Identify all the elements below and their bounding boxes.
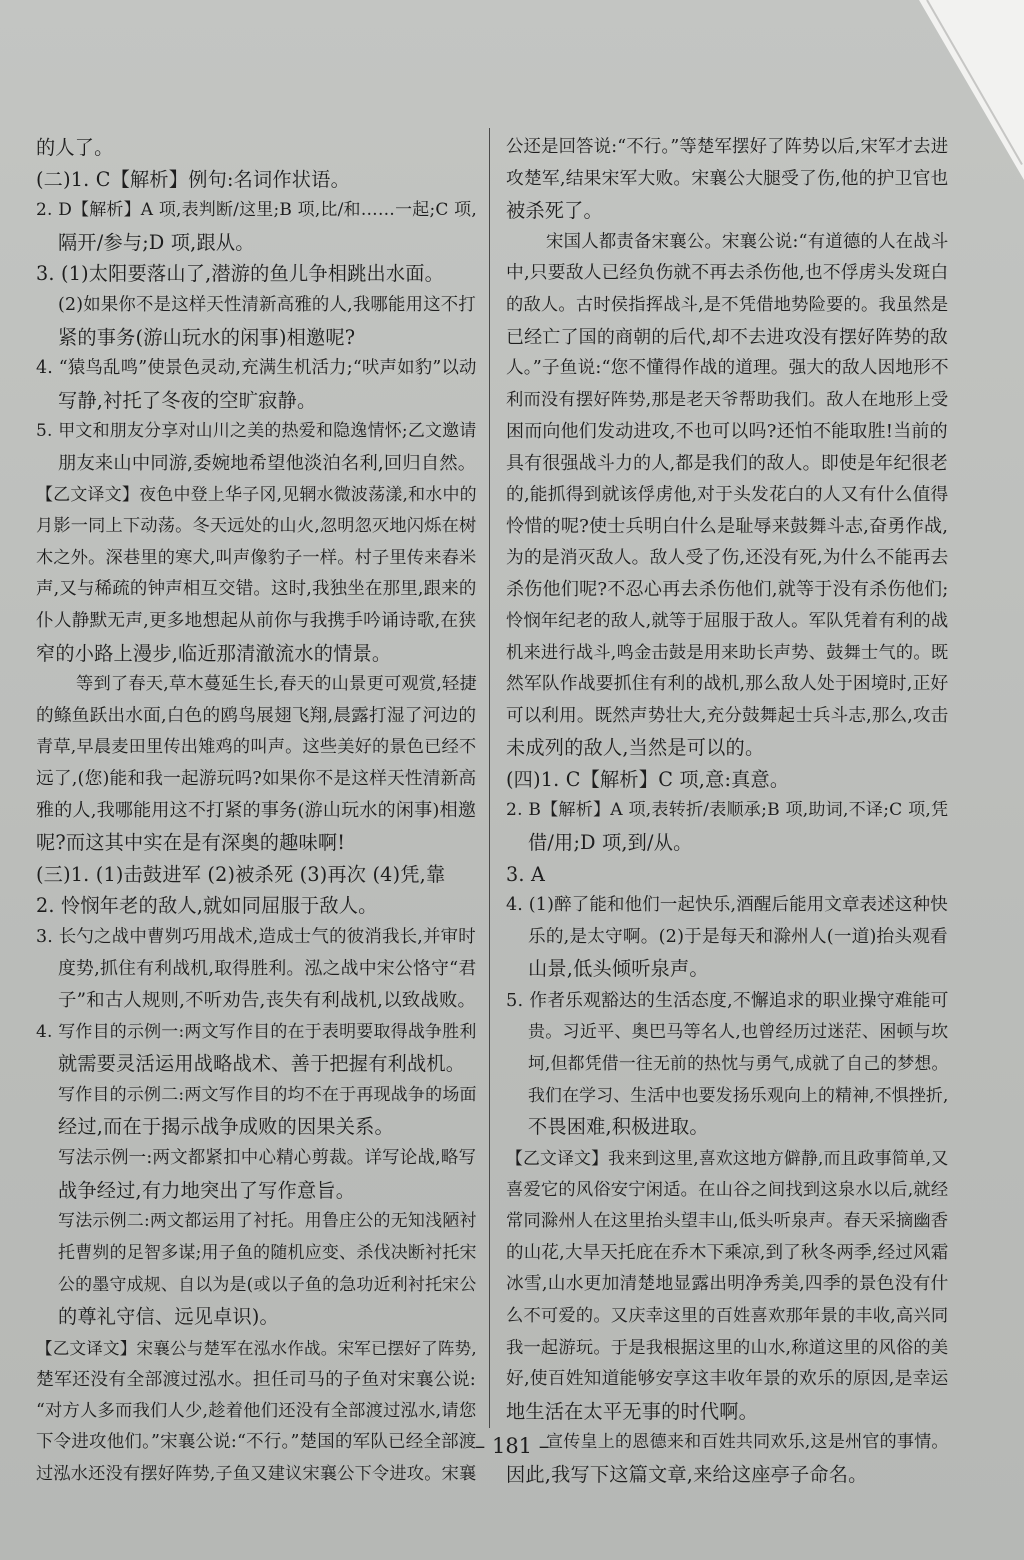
right-column: [506, 132, 948, 1491]
text-line: 写静,衬托了冬夜的空旷寂静。: [58, 388, 317, 412]
page-number: – 181 –: [474, 1434, 550, 1458]
text-line: (四)1. C【解析】C 项,意:真意。: [506, 767, 790, 791]
text-line: 子”和古人规则,不听劝告,丧失有利战机,以致战败。: [58, 990, 477, 1012]
text-line: 公还是回答说:“不行。”等楚军摆好了阵势以后,宋军才去进: [506, 137, 949, 157]
text-line: 隔开/参与;D 项,跟从。: [58, 230, 255, 254]
text-line: 写作目的示例二:两文写作目的均不在于再现战争的场面: [58, 1084, 477, 1105]
text-line: 怜惜的呢?使士兵明白什么是耻辱来鼓舞斗志,奋勇作战,: [506, 516, 949, 538]
text-line: 呢?而这其中实在是有深奥的趣味啊!: [36, 831, 346, 855]
text-line: 5. 作者乐观豁达的生活态度,不懈追求的职业操守难能可: [506, 990, 949, 1012]
text-line: 【乙文译文】我来到这里,喜欢这地方僻静,而且政事简单,又: [506, 1148, 949, 1168]
text-line: 地生活在太平无事的时代啊。: [506, 1399, 759, 1423]
text-line: 人。”子鱼说:“您不懂得作战的道理。强大的敌人因地形不: [506, 358, 949, 379]
text-line: 我一起游玩。于是我根据这里的山水,称道这里的风俗的美: [506, 1337, 949, 1358]
text-line: 已经亡了国的商朝的后代,却不去进攻没有摆好阵势的敌: [506, 326, 948, 348]
text-line: 为的是消灭敌人。敌人受了伤,还没有死,为什么不能再去: [506, 547, 949, 568]
text-line: 困而向他们发动进攻,不也可以吗?还怕不能取胜!当前的: [506, 421, 948, 443]
text-line: 2. D【解析】A 项,表判断/这里;B 项,比/和……一起;C 项,: [36, 200, 477, 221]
text-line: 雅的人,我哪能用这不打紧的事务(游山玩水的闲事)相邀: [36, 800, 477, 822]
text-line: 托曹刿的足智多谋;用子鱼的随机应变、杀伐决断衬托宋: [58, 1242, 477, 1263]
text-line: 坷,但都凭借一往无前的热忱与勇气,成就了自己的梦想。: [528, 1053, 949, 1074]
text-line: 被杀死了。: [506, 199, 603, 223]
text-line: 木之外。深巷里的寒犬,叫声像豹子一样。村子里传来舂米: [36, 547, 477, 568]
text-line: 未成列的敌人,当然是可以的。: [506, 736, 765, 760]
text-line: 经过,而在于揭示战争成败的因果关系。: [58, 1115, 394, 1139]
text-line: 2. B【解析】A 项,表转折/表顺承;B 项,助词,不译;C 项,凭: [506, 800, 949, 821]
text-line: 过泓水还没有摆好阵势,子鱼又建议宋襄公下令进攻。宋襄: [36, 1463, 477, 1484]
text-line: 宋国人都责备宋襄公。宋襄公说:“有道德的人在战斗: [546, 231, 949, 252]
text-line: 5. 甲文和朋友分享对山川之美的热爱和隐逸情怀;乙文邀请: [36, 421, 477, 442]
text-line: 窄的小路上漫步,临近那清澈流水的情景。: [36, 641, 392, 665]
text-line: 具有很强战斗力的人,都是我们的敌人。即使是年纪很老: [506, 452, 948, 474]
text-line: 战争经过,有力地突出了写作意旨。: [58, 1178, 356, 1202]
text-line: 月影一同上下动荡。冬天远处的山火,忽明忽灭地闪烁在树: [36, 516, 477, 537]
text-line: 山景,低头倾听泉声。: [528, 957, 709, 981]
text-line: 下令进攻他们。”宋襄公说:“不行。”楚国的军队已经全部渡: [36, 1432, 477, 1453]
text-line: 冰雪,山水更加清楚地显露出明净秀美,四季的景色没有什: [506, 1274, 949, 1295]
text-line: 常同滁州人在这里抬头望丰山,低头听泉声。春天采摘幽香: [506, 1211, 949, 1232]
text-line: 可以利用。既然声势壮大,充分鼓舞起士兵斗志,那么,攻击: [506, 705, 949, 726]
text-line: 机来进行战斗,鸣金击鼓是用来助长声势、鼓舞士气的。既: [506, 642, 949, 663]
text-line: 怜悯年纪老的敌人,就等于屈服于敌人。军队凭着有利的战: [506, 610, 949, 631]
text-line: 的,能抓得到就该俘虏他,对于头发花白的人又有什么值得: [506, 484, 949, 505]
text-line: “对方人多而我们人少,趁着他们还没有全部渡过泓水,请您: [36, 1400, 477, 1421]
text-line: 的鲦鱼跃出水面,白色的鸥鸟展翅飞翔,晨露打湿了河边的: [36, 705, 477, 726]
text-line: 【乙文译文】夜色中登上华子冈,见辋水微波荡漾,和水中的: [36, 484, 477, 505]
text-line: 公的墨守成规、自以为是(或以子鱼的急功近利衬托宋公: [58, 1274, 477, 1295]
text-line: 远了,(您)能和我一起游玩吗?如果你不是这样天性清新高: [36, 768, 477, 789]
text-line: 4. “猿鸟乱鸣”使景色灵动,充满生机活力;“吠声如豹”以动: [36, 358, 477, 379]
text-line: 2. 怜悯年老的敌人,就如同屈服于敌人。: [36, 894, 378, 918]
text-line: (三)1. (1)击鼓进军 (2)被杀死 (3)再次 (4)凭,靠: [36, 862, 446, 886]
text-line: 青草,早晨麦田里传出雉鸡的叫声。这些美好的景色已经不: [36, 737, 477, 758]
text-line: 中,只要敌人已经负伤就不再去杀伤他,也不俘虏头发斑白: [506, 263, 949, 284]
text-line: 不畏困难,积极进取。: [528, 1115, 709, 1139]
text-line: 紧的事务(游山玩水的闲事)相邀呢?: [58, 325, 356, 349]
text-line: 的尊礼守信、远见卓识)。: [58, 1304, 279, 1328]
text-line: 的山花,大旱天托庇在乔木下乘凉,到了秋冬两季,经过风霜: [506, 1242, 949, 1263]
text-line: 杀伤他们呢?不忍心再去杀伤他们,就等于没有杀伤他们;: [506, 579, 949, 601]
left-column: [36, 132, 476, 1491]
text-line: 3. 长勺之战中曹刿巧用战术,造成士气的彼消我长,并审时: [36, 926, 476, 947]
text-line: 好,使百姓知道能够安享这丰收年景的欢乐的原因,是幸运: [506, 1369, 949, 1390]
text-line: 然军队作战要抓住有利的战机,那么敌人处于困境时,正好: [506, 674, 949, 695]
text-line: 仆人静默无声,更多地想起从前你与我携手吟诵诗歌,在狭: [36, 610, 477, 631]
text-line: 的人了。: [36, 136, 114, 159]
text-line: 4. 写作目的示例一:两文写作目的在于表明要取得战争胜利: [36, 1021, 477, 1042]
text-line: 我们在学习、生活中也要发扬乐观向上的精神,不惧挫折,: [528, 1084, 949, 1105]
column-divider: [489, 128, 490, 1428]
text-line: 乐的,是太守啊。(2)于是每天和滁州人(一道)抬头观看: [528, 926, 948, 947]
text-line: 写法示例一:两文都紧扣中心精心剪裁。详写论战,略写: [58, 1148, 477, 1168]
text-line: 等到了春天,草木蔓延生长,春天的山景更可观赏,轻捷: [76, 674, 477, 695]
text-line: 【乙文译文】宋襄公与楚军在泓水作战。宋军已摆好了阵势,: [36, 1338, 477, 1358]
text-line: 宣传皇上的恩德来和百姓共同欢乐,这是州官的事情。: [546, 1432, 949, 1453]
text-line: (2)如果你不是这样天性清新高雅的人,我哪能用这不打: [58, 294, 476, 315]
text-line: 攻楚军,结果宋军大败。宋襄公大腿受了伤,他的护卫官也: [506, 168, 949, 189]
text-line: (二)1. C【解析】例句:名词作状语。: [36, 167, 350, 191]
text-line: 朋友来山中同游,委婉地希望他淡泊名利,回归自然。: [58, 452, 477, 474]
text-line: 声,又与稀疏的钟声相互交错。这时,我独坐在那里,跟来的: [36, 579, 477, 600]
text-line: 写法示例二:两文都运用了衬托。用鲁庄公的无知浅陋衬: [58, 1211, 477, 1232]
text-line: 因此,我写下这篇文章,来给这座亭子命名。: [506, 1462, 868, 1486]
text-line: 借/用;D 项,到/从。: [528, 831, 693, 855]
text-line: 度势,抓住有利战机,取得胜利。泓之战中宋公恪守“君: [58, 958, 477, 980]
text-line: 的敌人。古时侯指挥战斗,是不凭借地势险要的。我虽然是: [506, 294, 949, 315]
text-line: 3. A: [506, 862, 546, 886]
text-line: 贵。习近平、奥巴马等名人,也曾经历过迷茫、困顿与坎: [528, 1021, 949, 1042]
text-line: 喜爱它的风俗安宁闲适。在山谷之间找到这泉水以后,就经: [506, 1179, 949, 1200]
text-line: 楚军还没有全部渡过泓水。担任司马的子鱼对宋襄公说:: [36, 1369, 477, 1391]
text-line: 就需要灵活运用战略战术、善于把握有利战机。: [58, 1052, 466, 1076]
text-line: 利而没有摆好阵势,那是老天爷帮助我们。敌人在地形上受: [506, 389, 949, 410]
text-line: 4. (1)醉了能和他们一起快乐,酒醒后能用文章表述这种快: [506, 895, 948, 916]
text-line: 么不可爱的。又庆幸这里的百姓喜欢那年景的丰收,高兴同: [506, 1305, 949, 1326]
text-line: 3. (1)太阳要落山了,潜游的鱼儿争相跳出水面。: [36, 262, 445, 286]
